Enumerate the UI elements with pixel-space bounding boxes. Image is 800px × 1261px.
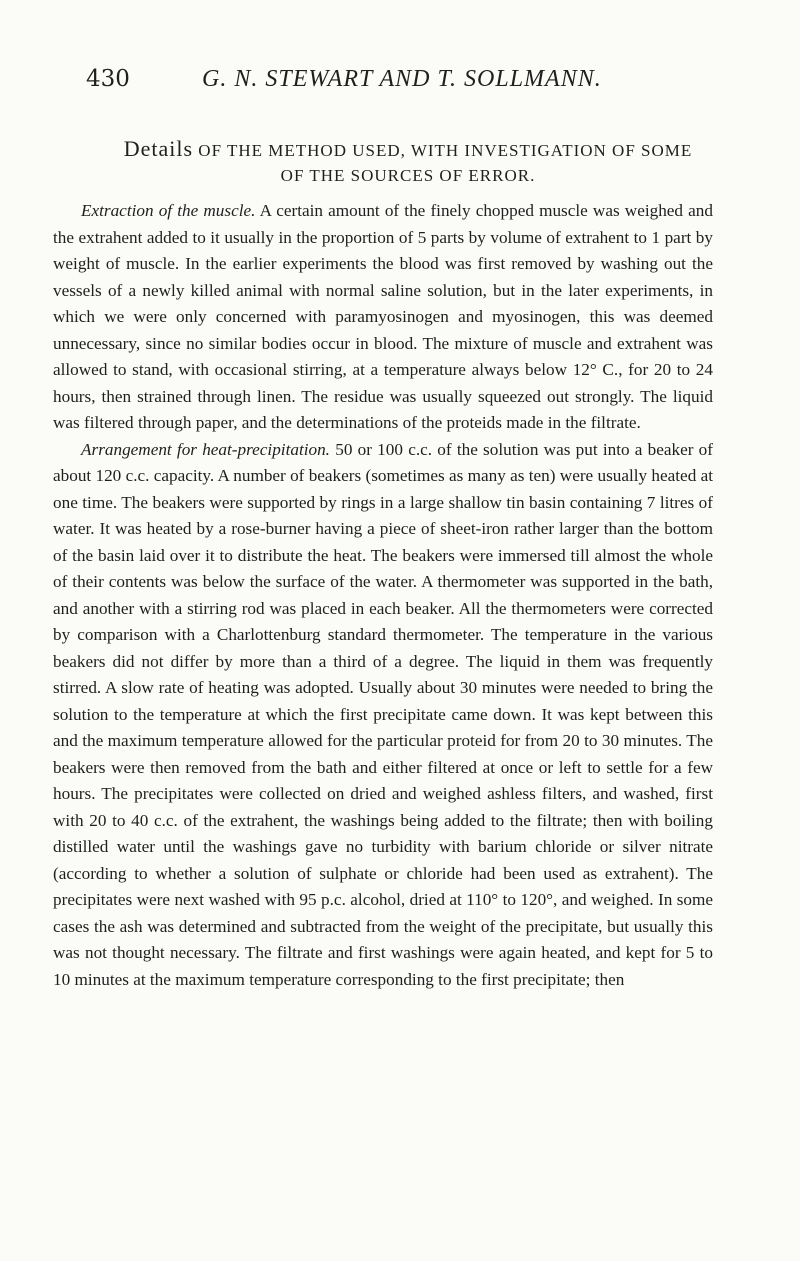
paragraph-lead: Extraction of the muscle.	[81, 201, 256, 220]
page-header	[86, 66, 726, 106]
heading-rest: OF THE METHOD USED, WITH INVESTIGATION OF SOME	[198, 141, 693, 160]
section-heading	[88, 136, 728, 188]
page-number: 430	[86, 66, 130, 92]
running-title: G. N. STEWART AND T. SOLLMANN.	[202, 66, 602, 92]
paragraph-text: A certain amount of the finely chopped muscle was weighed and the extrahent added to it usually in the proportion of 5 parts by volume of extrahent to 1 part by weight of muscle. In the earlier experiments the blood was first removed by washing out the vessels of a newly killed animal with normal saline solution, but in the later experiments, in which we were only concerned with paramyosinogen and myosinogen, this was deemed unnecessary, since no similar bodies occur in blood. The mixture of muscle and extrahent was allowed to stand, with occasional stirring, at a temperature always below 12° C., for 20 to 24 hours, then strained through linen. The residue was usually squeezed out strongly. The liquid was filtered through paper, and the determinations of the proteids made in the filtrate.	[53, 201, 713, 432]
section-heading-line-1	[88, 136, 728, 163]
paragraph-arrangement	[53, 437, 713, 994]
body-text	[53, 198, 713, 993]
heading-first-word: Details	[123, 136, 194, 161]
paragraph-extraction	[53, 198, 713, 437]
paragraph-text: 50 or 100 c.c. of the solution was put into a beaker of about 120 c.c. capacity. A number of beakers (sometimes as many as ten) were usually heated at one time. The beakers were supported by rings in a large shallow tin basin containing 7 litres of water. It was heated by a rose-burner having a piece of sheet-iron rather larger than the bottom of the basin laid over it to distribute the heat. The beakers were immersed till almost the whole of their contents was below the surface of the water. A thermometer was supported in the bath, and another with a stirring rod was placed in each beaker. All the thermometers were corrected by comparison with a Charlottenburg standard thermometer. The temperature in the various beakers did not differ by more than a third of a degree. The liquid in them was frequently stirred. A slow rate of heating was adopted. Usually about 30 minutes were needed to bring the solution to the temperature at which the first precipitate came down. It was kept between this and the maximum temperature allowed for the particular proteid for from 20 to 30 minutes. The beakers were then removed from the bath and either filtered at once or left to settle for a few hours. The precipitates were collected on dried and weighed ashless filters, and washed, first with 20 to 40 c.c. of the extrahent, the washings being added to the filtrate; then with boiling distilled water until the washings gave no turbidity with barium chloride or silver nitrate (according to whether a solution of sulphate or chloride had been used as extrahent). The precipitates were next washed with 95 p.c. alcohol, dried at 110° to 120°, and weighed. In some cases the ash was determined and subtracted from the weight of the precipitate, but usually this was not thought necessary. The filtrate and first washings were again heated, and kept for 5 to 10 minutes at the maximum temperature corresponding to the first precipitate; then	[53, 439, 713, 989]
paragraph-lead: Arrangement for heat-precipitation.	[81, 439, 330, 459]
section-heading-line-2: OF THE SOURCES OF ERROR.	[280, 166, 536, 185]
